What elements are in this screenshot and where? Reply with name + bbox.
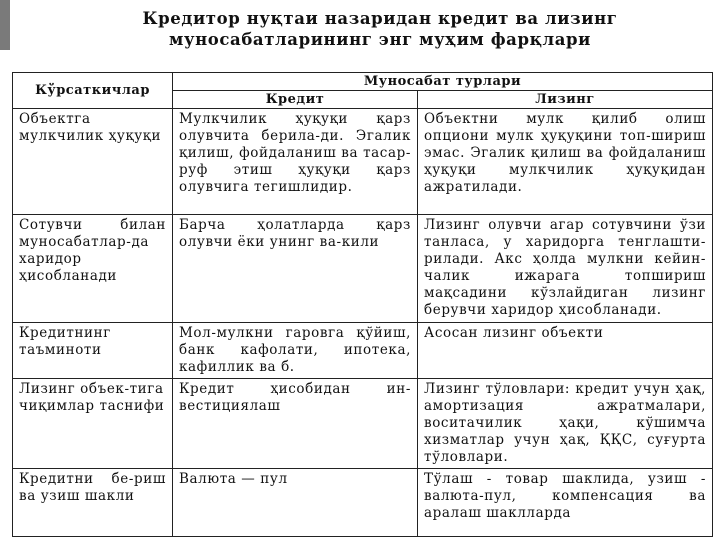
row-indicator: Объектга мулкчилик ҳуқуқи	[13, 109, 173, 215]
row-leasing: Лизинг олувчи агар сотувчини ўзи танласа, у харидорга тенглашти-рилади. Акс ҳолда мулкни кейин-чалик ижарага топшириш мақсадини кўзлайдиган лизинг берувчи харидор ҳисобланади.	[418, 215, 713, 323]
row-leasing: Асосан лизинг объекти	[418, 323, 713, 379]
row-leasing: Тўлаш - товар шаклида, узиш - валюта-пул, компенсация ва аралаш шаклларда	[418, 469, 713, 537]
scan-edge-strip	[0, 0, 10, 50]
row-indicator: Сотувчи билан муносабатлар-да харидор ҳисобланади	[13, 215, 173, 323]
row-leasing: Лизинг тўловлари: кредит учун ҳақ, амортизация ажратмалари, воситачилик ҳақи, кўшимча хизматлар учун ҳақ, ҚҚС, суғурта тўловлари.	[418, 379, 713, 469]
row-credit: Кредит ҳисобидан ин-вестициялаш	[173, 379, 418, 469]
title-line-1: Кредитор нуқтаи назаридан кредит ва лизинг	[142, 9, 618, 28]
table-row	[13, 323, 713, 379]
row-credit: Валюта — пул	[173, 469, 418, 537]
comparison-table	[12, 72, 713, 537]
header-leasing: Лизинг	[418, 91, 713, 109]
row-credit: Барча ҳолатларда қарз олувчи ёки унинг ва-кили	[173, 215, 418, 323]
row-credit: Мулкчилик ҳуқуқи қарз олувчита берила-ди. Эгалик қилиш, фойдаланиш ва тасар-руф этиш ҳуқуқи қарз олувчига тегишлидир.	[173, 109, 418, 215]
header-relation-types: Муносабат турлари	[173, 73, 713, 91]
header-credit: Кредит	[173, 91, 418, 109]
table-header-row	[13, 73, 713, 91]
row-credit: Мол-мулкни гаровга қўйиш, банк кафолати, ипотека, кафиллик ва б.	[173, 323, 418, 379]
title-line-2: муносабатларининг энг муҳим фарқлари	[169, 30, 591, 49]
header-indicators: Кўрсаткичлар	[13, 73, 173, 109]
row-indicator: Кредитнинг таъминоти	[13, 323, 173, 379]
row-leasing: Объектни мулк қилиб олиш опциони мулк ҳуқуқини топ-шириш эмас. Эгалик қилиш ва фойдаланиш ҳуқуқи мулкчилик ҳуқуқидан ажратилади.	[418, 109, 713, 215]
table-row	[13, 215, 713, 323]
table-row	[13, 469, 713, 537]
table-row	[13, 379, 713, 469]
page-title	[40, 8, 720, 50]
table-row	[13, 109, 713, 215]
row-indicator: Лизинг объек-тига чиқимлар таснифи	[13, 379, 173, 469]
row-indicator: Кредитни бе-риш ва узиш шакли	[13, 469, 173, 537]
